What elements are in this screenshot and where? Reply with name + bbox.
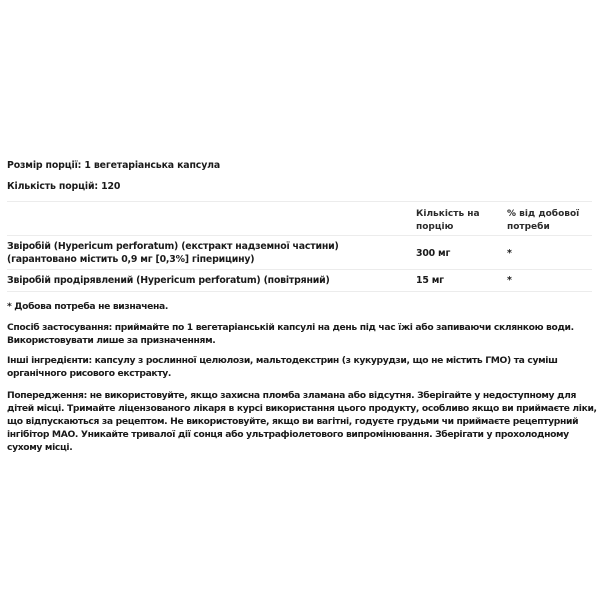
other-ingredients: Інші інгредієнти: капсулу з рослинної целюлози, мальтодекстрин (з кукурудзи, що не містить ГМО) та суміш органічного рисового екстракту.	[7, 355, 558, 379]
table-row	[7, 270, 592, 292]
nutrition-table	[7, 201, 592, 292]
header-amount: Кількість на порцію	[416, 209, 480, 232]
ingredient-daily-value: *	[507, 248, 512, 259]
usage-instructions: Спосіб застосування: приймайте по 1 вегетаріанській капсулі на день під час їжі або запиваючи склянкою води. Використовувати лише за призначенням.	[7, 322, 574, 346]
ingredient-amount: 300 мг	[416, 248, 451, 259]
ingredient-name: Звіробій (Hypericum perforatum) (екстракт надземної частини) (гарантовано містить 0,9 мг [0,3%] гіперицину)	[7, 241, 339, 265]
daily-value-footnote: * Добова потреба не визначена.	[7, 301, 169, 312]
warning-text: Попередження: не використовуйте, якщо захисна пломба зламана або відсутня. Зберігайте у недоступному для дітей місці. Тримайте ліцензованого лікаря в курсі використання цього продукту, особливо якщо ви приймаєте ліки, що відпускаються за рецептом. Не використовуйте, якщо ви вагітні, годуєте грудьми чи приймаєте рецептурний інгібітор МАО. Уникайте тривалої дії сонця або ультрафіолетового випромінювання. Зберігати у прохолодному сухому місці.	[7, 390, 597, 453]
header-daily-value: % від добової потреби	[507, 209, 580, 232]
servings-per-container: Кількість порцій: 120	[7, 181, 121, 192]
ingredient-daily-value: *	[507, 275, 512, 286]
serving-size: Розмір порції: 1 вегетаріанська капсула	[7, 160, 221, 171]
table-header-row	[7, 202, 592, 236]
header-ingredient	[7, 208, 416, 235]
ingredient-amount: 15 мг	[416, 275, 444, 286]
ingredient-name: Звіробій продірявлений (Hypericum perforatum) (повітряний)	[7, 275, 330, 286]
table-row	[7, 236, 592, 270]
